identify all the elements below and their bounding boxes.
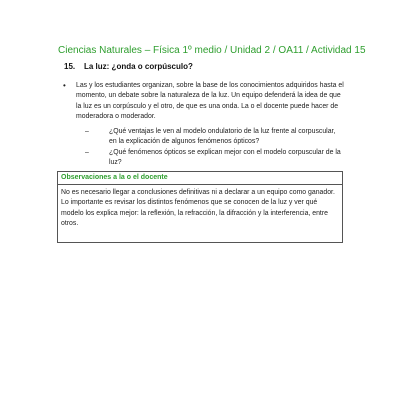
teacher-notes-text: No es necesario llegar a conclusiones definitivas ni a declarar a un equipo como ganador. Lo importante es revisar los distintos fenómenos que se conocen de la luz y ver qué modelo los explica mejor: la reflexión, la refracción, la difracción y la interferencia, entre otros. xyxy=(61,189,335,227)
teacher-notes-box xyxy=(57,171,343,243)
question-text: ¿Qué fenómenos ópticos se explican mejor con el modelo corpuscular de la luz? xyxy=(109,148,341,166)
question-list xyxy=(85,127,343,168)
activity-number: 15. xyxy=(64,62,76,71)
teacher-notes-title: Observaciones a la o el docente xyxy=(61,174,168,181)
teacher-notes-divider xyxy=(58,184,342,185)
activity-title-text: La luz: ¿onda o corpúsculo? xyxy=(84,62,193,71)
activity-description-text: Las y los estudiantes organizan, sobre la base de los conocimientos adquiridos hasta el momento, un debate sobre la naturaleza de la luz. Un equipo defenderá la idea de que la luz es un corpúsculo y el otro, de que es una onda. La o el docente puede hacer de moderadora o moderador. xyxy=(76,82,344,120)
question-item xyxy=(85,148,343,169)
activity-description xyxy=(63,81,346,122)
breadcrumb-header: Ciencias Naturales – Física 1º medio / Unidad 2 / OA11 / Actividad 15 xyxy=(58,45,366,56)
activity-title xyxy=(64,62,384,72)
question-text: ¿Qué ventajas le ven al modelo ondulatorio de la luz frente al corpuscular, en la explicación de algunos fenómenos ópticos? xyxy=(109,128,336,146)
dash-icon: – xyxy=(85,128,89,135)
dash-icon: – xyxy=(85,148,89,156)
question-item xyxy=(85,127,343,148)
bullet-icon: • xyxy=(63,81,66,90)
